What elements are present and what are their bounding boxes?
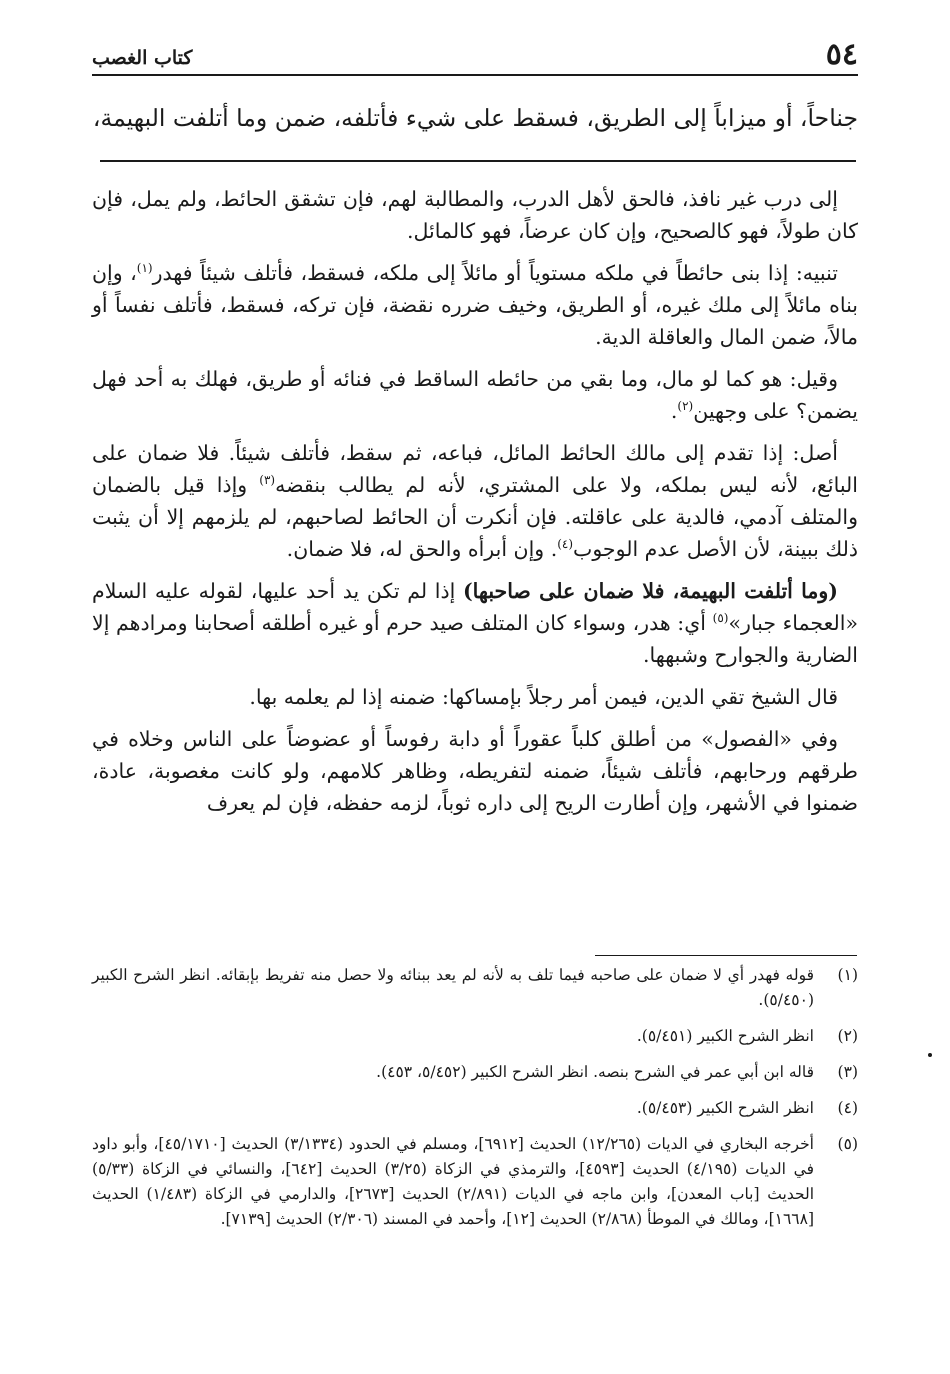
footnote-divider: [595, 955, 857, 956]
paragraph: [92, 183, 858, 247]
footnote-number: (٤): [837, 1099, 858, 1117]
footnote-ref[interactable]: (٣): [259, 473, 276, 488]
paragraph-text: أصل: إذا تقدم إلى مالك الحائط المائل، فباعه، ثم سقط، فأتلف شيئاً. فلا ضمان على البائع، لأنه ليس بملكه، ولا على المشتري، لأنه لم يطالب بنقضه: [92, 441, 858, 497]
paragraph-text: أي: هدر، وسواء كان المتلف صيد حرم أو غيره أطلقه أصحابنا ومرادهم إلا الضارية والجوارح وشبهها.: [92, 611, 858, 667]
running-title: كتاب الغصب: [92, 47, 193, 69]
paragraph: [92, 723, 858, 819]
footnote-number: (٢): [837, 1027, 858, 1045]
paragraph-text: ، وإن بناه مائلاً إلى ملك غيره، أو الطريق، وخيف ضرره نقضة، فإن تركه، فسقط، فأتلف نفساً أو مالاً، ضمن المال والعاقلة الدية.: [92, 261, 858, 349]
footnote-ref[interactable]: (٤): [557, 537, 574, 552]
footnotes: [92, 963, 858, 1243]
footnote-text: قاله ابن أبي عمر في الشرح بنصه. انظر الشرح الكبير (٥/٤٥٢، ٤٥٣).: [376, 1063, 814, 1081]
paragraph-text: .: [670, 399, 678, 423]
footnote-ref[interactable]: (٢): [677, 399, 694, 414]
paragraph-text: إلى درب غير نافذ، فالحق لأهل الدرب، والمطالبة لهم، فإن تشقق الحائط، ولم يمل، فإن كان طولاً، فهو كالصحيح، وإن كان عرضاً، فهو كالمائل.: [92, 187, 858, 243]
paragraph-text: وفي «الفصول» من أطلق كلباً عقوراً أو دابة رفوساً أو عضوضاً على الناس وخلاه في طرقهم ورحابهم، فأتلف شيئاً، ضمنه لتفريطه، وظاهر كلامهم، ولو كانت مغصوبة، عادة، ضمنوا في الأشهر، وإن أطارت الريح إلى داره ثوباً، لزمه حفظه، فإن لم يعرف: [92, 727, 858, 815]
footnote: [92, 1060, 858, 1085]
footnote-ref[interactable]: (١): [136, 261, 153, 276]
footnote: [92, 1132, 858, 1232]
footnote-text: انظر الشرح الكبير (٥/٤٥٣).: [636, 1099, 814, 1117]
main-text-divider: [100, 160, 856, 162]
paragraph: [92, 681, 858, 713]
margin-dot: [928, 1053, 932, 1057]
paragraph-text: إذا لم تكن يد أحد عليها، لقوله عليه السلام «العجماء جبار»: [92, 579, 858, 635]
commentary: [92, 183, 858, 829]
page-number: ٥٤: [825, 37, 858, 72]
paragraph-text: وقيل: هو كما لو مال، وما بقي من حائطه الساقط في فنائه أو طريق، فهلك به أحد فهل يضمن؟ على وجهين: [92, 367, 858, 423]
main-text: جناحاً، أو ميزاباً إلى الطريق، فسقط على شيء فأتلفه، ضمن وما أتلفت البهيمة،: [92, 104, 858, 132]
paragraph-text: . وإن أبرأه والحق له، فلا ضمان.: [286, 537, 558, 561]
paragraph-text: تنبيه: إذا بنى حائطاً في ملكه مستوياً أو مائلاً إلى ملكه، فسقط، فأتلف شيئاً فهدر: [152, 261, 838, 285]
paragraph-text: قال الشيخ تقي الدين، فيمن أمر رجلاً بإمساكها: ضمنه إذا لم يعلمه بها.: [249, 685, 838, 709]
page-header: [92, 32, 858, 76]
footnote-text: انظر الشرح الكبير (٥/٤٥١).: [636, 1027, 814, 1045]
paragraph: [92, 575, 858, 671]
paragraph: [92, 363, 858, 427]
footnote-text: قوله فهدر أي لا ضمان على صاحبه فيما تلف به لأنه لم يعد ببنائه ولا حصل منه تفريط بإبقائه. انظر الشرح الكبير (٥/٤٥٠).: [92, 966, 814, 1009]
quoted-matn: (وما أتلفت البهيمة، فلا ضمان على صاحبها): [462, 579, 838, 603]
footnote-ref[interactable]: (٥): [712, 611, 729, 626]
footnote: [92, 1096, 858, 1121]
footnote-text: أخرجه البخاري في الديات (١٢/٢٦٥) الحديث [٦٩١٢]، ومسلم في الحدود (٣/١٣٣٤) الحديث [٤٥/١٧١٠]، وأبو داود في الديات (٤/١٩٥) الحديث [٤٥٩٣]، والترمذي في الزكاة (٣/٢٥) الحديث [٦٤٢]، والنسائي في الزكاة (٥/٣٣) الحديث [باب المعدن]، وابن ماجه في الديات (٢/٨٩١) الحديث [٢٦٧٣]، والدارمي في الزكاة (١/٤٨٣) الحديث [١٦٦٨]، ومالك في الموطأ (٢/٨٦٨) الحديث [١٢]، وأحمد في المسند (٢/٣٠٦) الحديث [٧١٣٩].: [92, 1135, 814, 1228]
footnote-number: (٥): [837, 1135, 858, 1153]
footnote-number: (٣): [837, 1063, 858, 1081]
paragraph-text: وإذا قيل بالضمان والمتلف آدمي، فالدية على عاقلته. فإن أنكرت أن الحائط لصاحبهم، لم يلزمهم إلا أن يثبت ذلك ببينة، لأن الأصل عدم الوجوب: [92, 473, 858, 561]
paragraph: [92, 437, 858, 565]
paragraph: [92, 257, 858, 353]
footnote: [92, 963, 858, 1013]
footnote: [92, 1024, 858, 1049]
footnote-number: (١): [837, 966, 858, 984]
